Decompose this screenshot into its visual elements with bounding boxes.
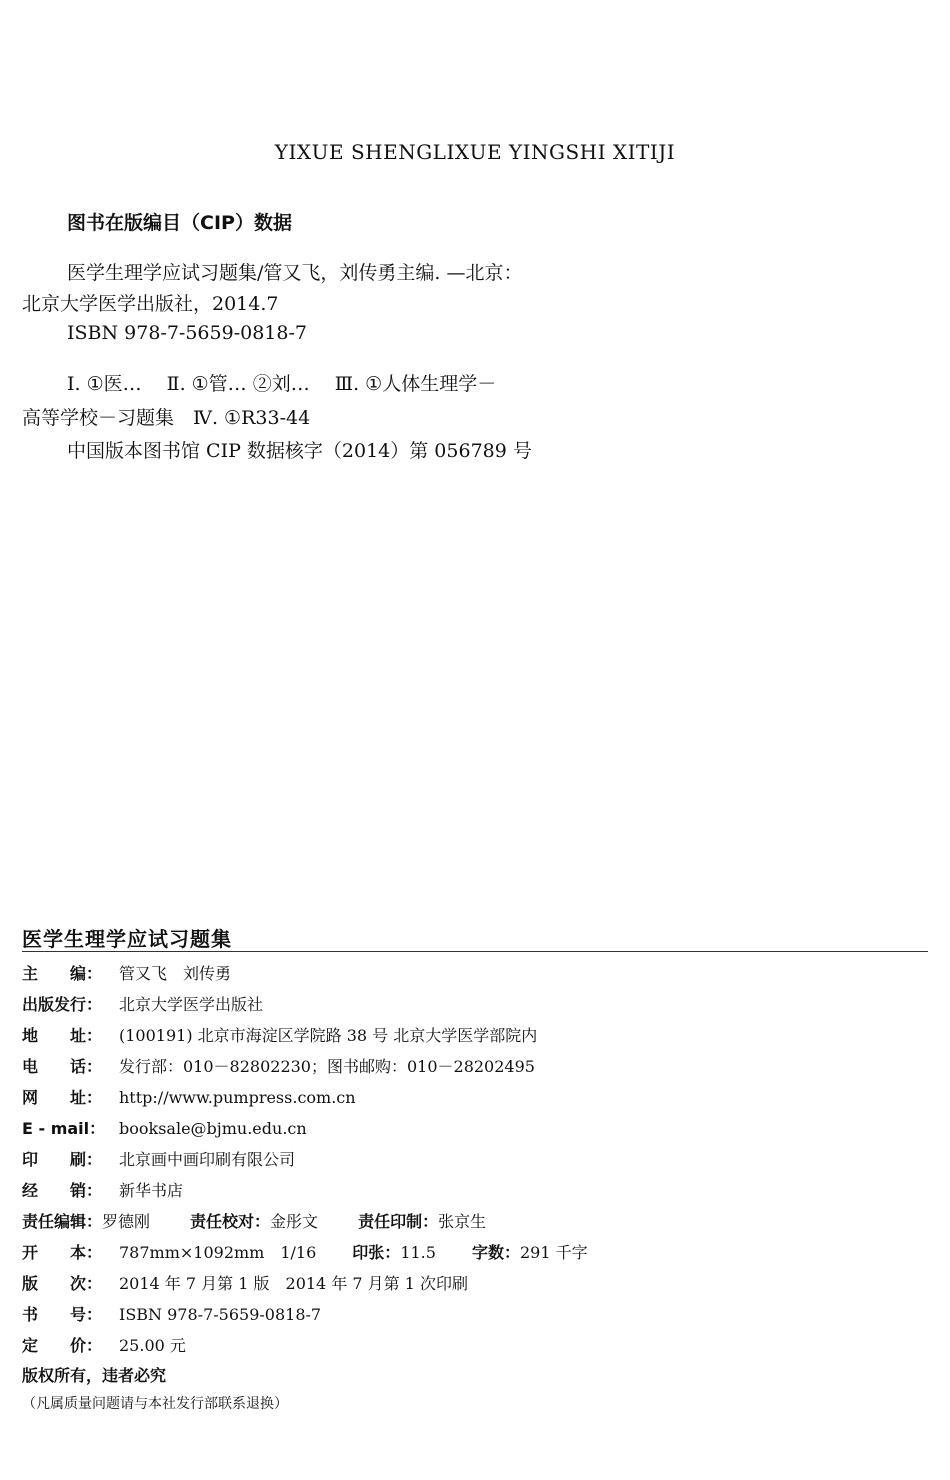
words-label: 字数： <box>471 1243 520 1262</box>
row-edition <box>22 1271 468 1294</box>
copyright-notice: 版权所有，违者必究 <box>22 1366 167 1385</box>
edition-value: 2014 年 7 月第 1 版 2014 年 7 月第 1 次印刷 <box>119 1274 469 1293</box>
edition-label: 版 次： <box>22 1274 103 1293</box>
return-note: （凡属质量问题请与本社发行部联系退换） <box>22 1396 288 1412</box>
cip-line-2: 北京大学医学出版社，2014.7 <box>22 293 279 315</box>
address-value: (100191) 北京市海淀区学院路 38 号 北京大学医学部院内 <box>119 1026 538 1045</box>
email-link[interactable]: booksale@bjmu.edu.cn <box>119 1119 307 1138</box>
address-label: 地 址： <box>22 1026 103 1045</box>
isbn-label: 书 号： <box>22 1305 103 1324</box>
row-website <box>22 1085 356 1108</box>
resp-proof-label: 责任校对： <box>190 1212 271 1231</box>
phone-value: 发行部：010－82802230；图书邮购：010－28202495 <box>119 1057 535 1076</box>
email-label: E - mail： <box>22 1119 106 1138</box>
row-distributor <box>22 1178 183 1201</box>
distributor-value: 新华书店 <box>119 1181 184 1200</box>
phone-label: 电 话： <box>22 1057 103 1076</box>
row-email <box>22 1116 307 1139</box>
row-address <box>22 1023 537 1046</box>
price-value: 25.00 元 <box>119 1336 186 1355</box>
resp-print-value: 张京生 <box>438 1212 487 1231</box>
publisher-value: 北京大学医学出版社 <box>119 995 264 1014</box>
sheets-value: 11.5 <box>400 1243 436 1262</box>
row-isbn <box>22 1302 321 1325</box>
format-value: 787mm×1092mm 1/16 <box>119 1243 317 1262</box>
row-phone <box>22 1054 535 1077</box>
resp-print-label: 责任印制： <box>358 1212 439 1231</box>
cip-line-4: Ⅰ. ①医… Ⅱ. ①管… ②刘… Ⅲ. ①人体生理学－ <box>67 373 497 395</box>
words-value: 291 千字 <box>519 1243 588 1262</box>
resp-editor-label: 责任编辑： <box>22 1212 103 1231</box>
row-editor <box>22 961 231 984</box>
pinyin-title: YIXUE SHENGLIXUE YINGSHI XITIJI <box>274 140 676 164</box>
editor-value: 管又飞 刘传勇 <box>119 964 232 983</box>
editor-label: 主 编： <box>22 964 103 983</box>
row-responsibility <box>22 1209 486 1232</box>
resp-editor-value: 罗德刚 <box>102 1212 151 1231</box>
cip-heading: 图书在版编目（CIP）数据 <box>67 212 292 234</box>
printer-label: 印 刷： <box>22 1150 103 1169</box>
sheets-label: 印张： <box>352 1243 401 1262</box>
row-publisher <box>22 992 263 1015</box>
price-label: 定 价： <box>22 1336 103 1355</box>
row-format <box>22 1240 588 1263</box>
publisher-label: 出版发行： <box>22 995 103 1014</box>
format-label: 开 本： <box>22 1243 103 1262</box>
printer-value: 北京画中画印刷有限公司 <box>119 1150 296 1169</box>
cip-line-5: 高等学校－习题集 Ⅳ. ①R33-44 <box>22 407 311 429</box>
cip-line-3: ISBN 978-7-5659-0818-7 <box>67 322 307 344</box>
cip-line-1: 医学生理学应试习题集/管又飞，刘传勇主编. —北京： <box>67 262 523 284</box>
distributor-label: 经 销： <box>22 1181 103 1200</box>
website-link[interactable]: http://www.pumpress.com.cn <box>119 1088 356 1107</box>
row-price <box>22 1333 186 1356</box>
resp-proof-value: 金彤文 <box>270 1212 319 1231</box>
cip-line-6: 中国版本图书馆 CIP 数据核字（2014）第 056789 号 <box>67 440 532 462</box>
colophon-book-title: 医学生理学应试习题集 <box>22 927 232 951</box>
title-divider <box>22 951 928 952</box>
row-printer <box>22 1147 295 1170</box>
isbn-value: ISBN 978-7-5659-0818-7 <box>119 1305 322 1324</box>
website-label: 网 址： <box>22 1088 103 1107</box>
